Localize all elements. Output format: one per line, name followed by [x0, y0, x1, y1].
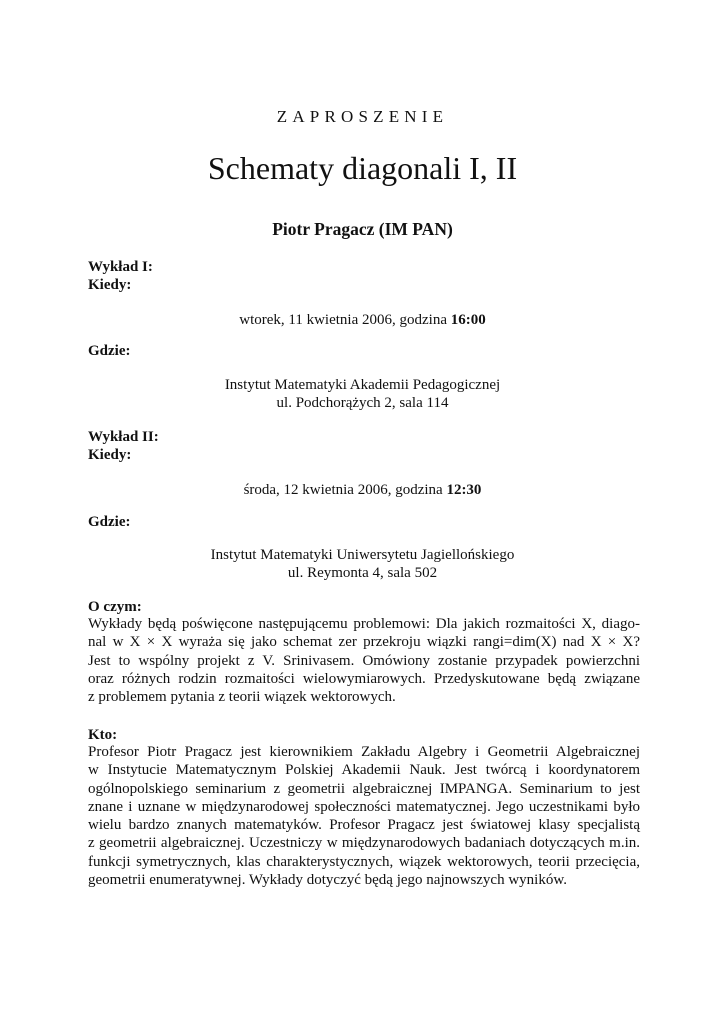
lecture-1-venue-name: Instytut Matematyki Akademii Pedagogicznej: [224, 377, 501, 393]
lecture-2-venue-address: ul. Reymonta 4, sala 502: [287, 565, 438, 581]
lecture-2-where-label: Gdzie:: [88, 514, 131, 530]
lecture-1-when: [0, 311, 725, 329]
about-line: Jest to wspólny projekt z V. Srinivasem. Omówiony zostanie przypadek powierzchni: [88, 652, 640, 669]
about-paragraph: [88, 615, 640, 706]
lecture-1-where-label: Gdzie:: [88, 343, 131, 359]
lecture-2-when: [0, 481, 725, 499]
who-line: ogólnopolskiego seminarium z geometrii algebraicznej IMPANGA. Seminarium to jest: [88, 780, 640, 797]
lecture-1-date: wtorek, 11 kwietnia 2006, godzina: [239, 312, 451, 328]
who-line: Profesor Piotr Pragacz jest kierownikiem Zakładu Algebry i Geometrii Algebraicznej: [88, 744, 640, 760]
who-line: z geometrii algebraicznej. Uczestniczy w międzynarodowych badaniach dotyczących m.in.: [88, 835, 640, 852]
about-line: nal w X × X wyraża się jako schemat zer przekroju wiązki rangi=dim(X) nad X × X?: [88, 634, 640, 651]
who-line: wielu bardzo znanych matematyków. Profesor Pragacz jest światowej klasy specjalistą: [88, 817, 640, 834]
lecture-1-time: 16:00: [450, 312, 486, 328]
about-line: z problemem pytania z teorii wiązek wektorowych.: [88, 689, 396, 706]
lecture-2-heading: Wykład II:: [88, 429, 159, 445]
lecture-2-time: 12:30: [446, 482, 482, 498]
lecture-2-date: środa, 12 kwietnia 2006, godzina: [243, 482, 447, 498]
invitation-label: ZAPROSZENIE: [276, 107, 449, 126]
about-line: oraz różnych rodzin rozmaitości wielowymiarowych. Przedyskutowane będą związane: [88, 670, 640, 687]
lecture-1-heading: Wykład I:: [88, 259, 153, 275]
speaker-name: Piotr Pragacz (IM PAN): [272, 219, 453, 239]
who-heading: Kto:: [88, 727, 118, 743]
page-title: Schematy diagonali I, II: [207, 150, 518, 186]
who-line: znane i uznane w międzynarodowej społeczności matematycznej. Jego uczestnikami było: [88, 798, 640, 815]
who-line: geometrii enumeratywnej. Wykłady dotyczyć będą jego najnowszych wyników.: [88, 872, 567, 889]
lecture-1-venue-address: ul. Podchorążych 2, sala 114: [276, 395, 449, 411]
lecture-2-when-label: Kiedy:: [88, 447, 132, 463]
lecture-2-venue-name: Instytut Matematyki Uniwersytetu Jagiellońskiego: [210, 547, 515, 563]
who-line: funkcji symetrycznych, klas charakterystycznych, wiązek wektorowych, teorii przecięcia,: [88, 853, 640, 870]
lecture-1-when-label: Kiedy:: [88, 277, 132, 293]
who-line: w Instytucie Matematycznym Polskiej Akademii Nauk. Jest twórcą i koordynatorem: [88, 762, 640, 779]
about-heading: O czym:: [88, 599, 142, 615]
who-paragraph: [88, 743, 640, 889]
about-line: Wykłady będą poświęcone następującemu problemowi: Dla jakich rozmaitości X, diago-: [88, 616, 640, 632]
